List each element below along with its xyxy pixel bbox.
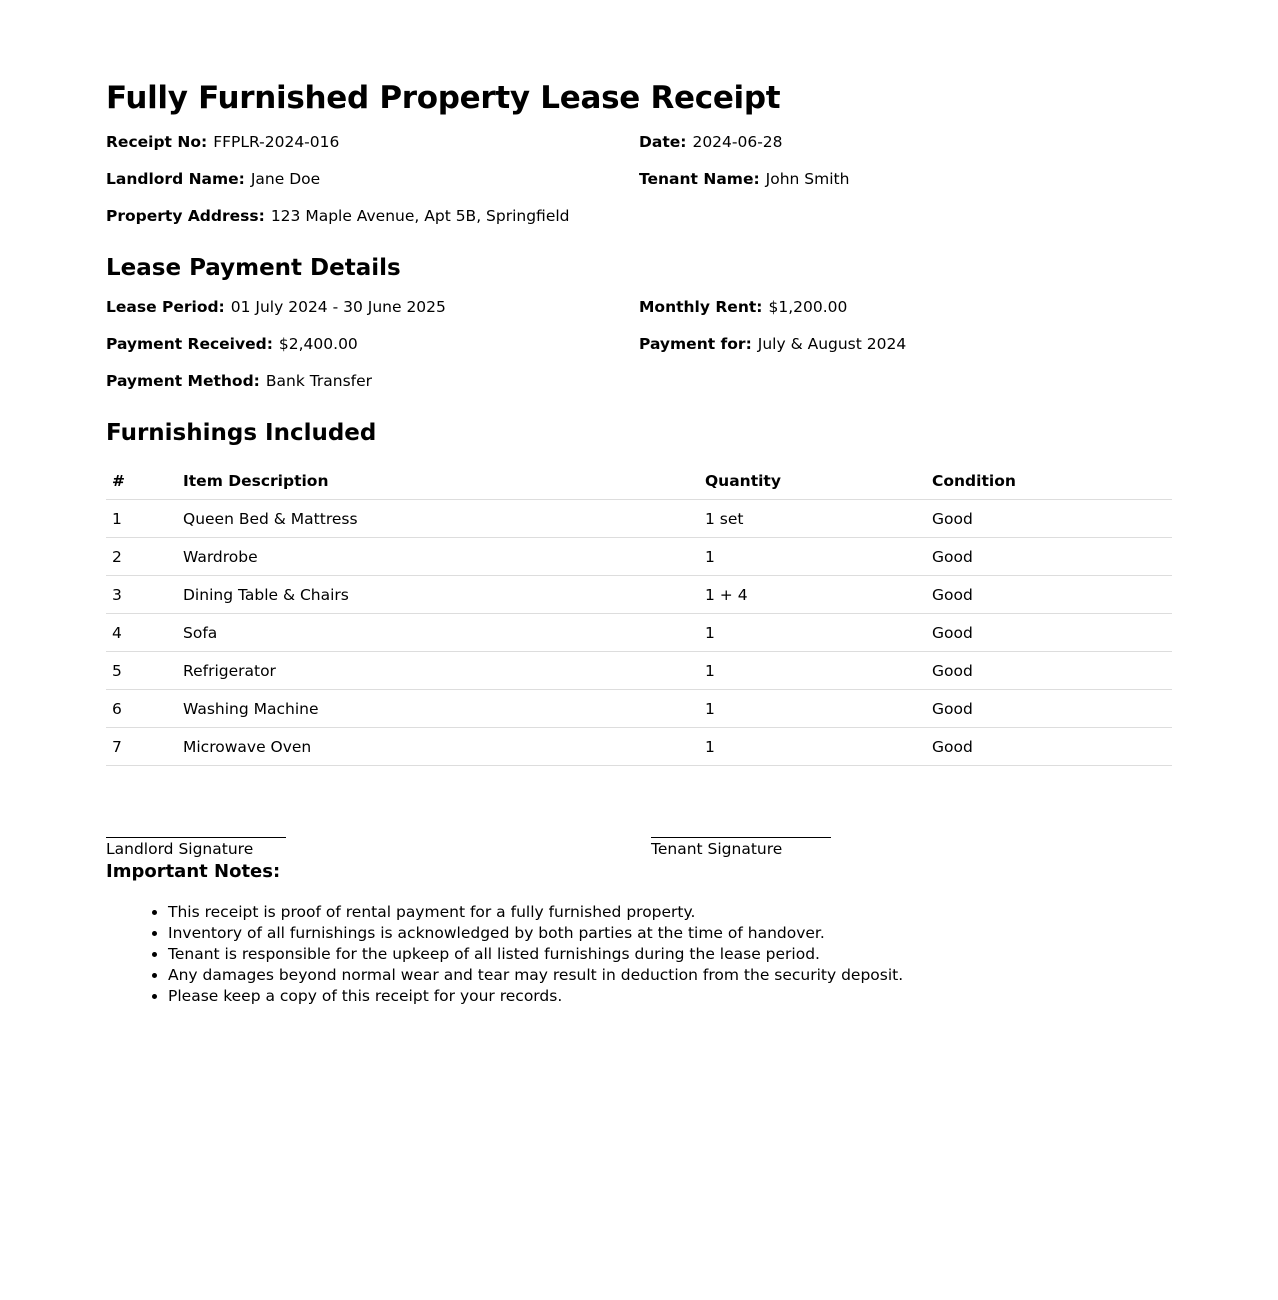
payment-for-label: Payment for: — [639, 335, 752, 353]
furnishings-table — [106, 462, 1172, 766]
item-condition: Good — [926, 690, 1172, 728]
note-item: • Please keep a copy of this receipt for your records. — [168, 986, 903, 1007]
item-quantity: 1 — [699, 538, 926, 576]
monthly-rent-label: Monthly Rent: — [639, 298, 763, 316]
item-condition: Good — [926, 652, 1172, 690]
payment-section-title: Lease Payment Details — [106, 255, 401, 281]
item-description: Sofa — [177, 614, 699, 652]
row-number: 4 — [106, 614, 177, 652]
note-item: • Any damages beyond normal wear and tear may result in deduction from the security deposit. — [168, 965, 903, 986]
property-address-value: 123 Maple Avenue, Apt 5B, Springfield — [270, 207, 570, 225]
row-number: 2 — [106, 538, 177, 576]
receipt-no-value: FFPLR-2024-016 — [213, 133, 340, 151]
item-quantity: 1 — [699, 690, 926, 728]
monthly-rent-value: $1,200.00 — [768, 298, 848, 316]
payment-received-field — [106, 334, 358, 354]
payment-for-value: July & August 2024 — [757, 335, 907, 353]
row-number: 6 — [106, 690, 177, 728]
item-description: Microwave Oven — [177, 728, 699, 766]
item-description: Dining Table & Chairs — [177, 576, 699, 614]
item-condition: Good — [926, 614, 1172, 652]
landlord-signature-label: Landlord Signature — [106, 840, 254, 858]
item-condition: Good — [926, 728, 1172, 766]
receipt-no-field — [106, 132, 339, 152]
lease-period-label: Lease Period: — [106, 298, 225, 316]
note-item: • Tenant is responsible for the upkeep of all listed furnishings during the lease period. — [168, 944, 903, 965]
item-quantity: 1 + 4 — [699, 576, 926, 614]
date-value: 2024-06-28 — [692, 133, 783, 151]
table-row — [106, 690, 1172, 728]
payment-method-field — [106, 371, 372, 391]
item-condition: Good — [926, 538, 1172, 576]
table-row — [106, 728, 1172, 766]
lease-period-value: 01 July 2024 - 30 June 2025 — [230, 298, 446, 316]
furnishings-section-title: Furnishings Included — [106, 420, 377, 446]
date-field — [639, 132, 783, 152]
item-description: Washing Machine — [177, 690, 699, 728]
tenant-name-field — [639, 169, 849, 189]
item-quantity: 1 set — [699, 500, 926, 538]
table-header-row — [106, 462, 1172, 500]
note-item: • Inventory of all furnishings is acknowledged by both parties at the time of handover. — [168, 923, 903, 944]
notes-list — [106, 902, 903, 1007]
landlord-name-value: Jane Doe — [250, 170, 321, 188]
tenant-name-value: John Smith — [765, 170, 850, 188]
property-address-field — [106, 206, 570, 226]
tenant-signature-line — [651, 837, 831, 858]
column-header-description: Item Description — [177, 462, 699, 500]
table-row — [106, 576, 1172, 614]
table-row — [106, 538, 1172, 576]
row-number: 3 — [106, 576, 177, 614]
table-row — [106, 652, 1172, 690]
item-description: Wardrobe — [177, 538, 699, 576]
item-description: Queen Bed & Mattress — [177, 500, 699, 538]
column-header-quantity: Quantity — [699, 462, 926, 500]
page-title: Fully Furnished Property Lease Receipt — [106, 80, 781, 116]
payment-for-field — [639, 334, 906, 354]
item-quantity: 1 — [699, 614, 926, 652]
monthly-rent-field — [639, 297, 847, 317]
row-number: 1 — [106, 500, 177, 538]
lease-period-field — [106, 297, 446, 317]
table-row — [106, 500, 1172, 538]
column-header-condition: Condition — [926, 462, 1172, 500]
payment-method-label: Payment Method: — [106, 372, 260, 390]
tenant-name-label: Tenant Name: — [639, 170, 760, 188]
item-description: Refrigerator — [177, 652, 699, 690]
landlord-name-field — [106, 169, 320, 189]
note-item: • This receipt is proof of rental payment for a fully furnished property. — [168, 902, 903, 923]
item-quantity: 1 — [699, 728, 926, 766]
payment-received-label: Payment Received: — [106, 335, 273, 353]
landlord-name-label: Landlord Name: — [106, 170, 245, 188]
item-condition: Good — [926, 500, 1172, 538]
payment-method-value: Bank Transfer — [265, 372, 373, 390]
item-quantity: 1 — [699, 652, 926, 690]
property-address-label: Property Address: — [106, 207, 265, 225]
notes-title: Important Notes: — [106, 861, 281, 882]
payment-received-value: $2,400.00 — [278, 335, 358, 353]
item-condition: Good — [926, 576, 1172, 614]
landlord-signature-line — [106, 837, 286, 858]
table-row — [106, 614, 1172, 652]
tenant-signature-label: Tenant Signature — [651, 840, 783, 858]
row-number: 5 — [106, 652, 177, 690]
row-number: 7 — [106, 728, 177, 766]
column-header-number: # — [106, 462, 177, 500]
date-label: Date: — [639, 133, 687, 151]
receipt-no-label: Receipt No: — [106, 133, 208, 151]
